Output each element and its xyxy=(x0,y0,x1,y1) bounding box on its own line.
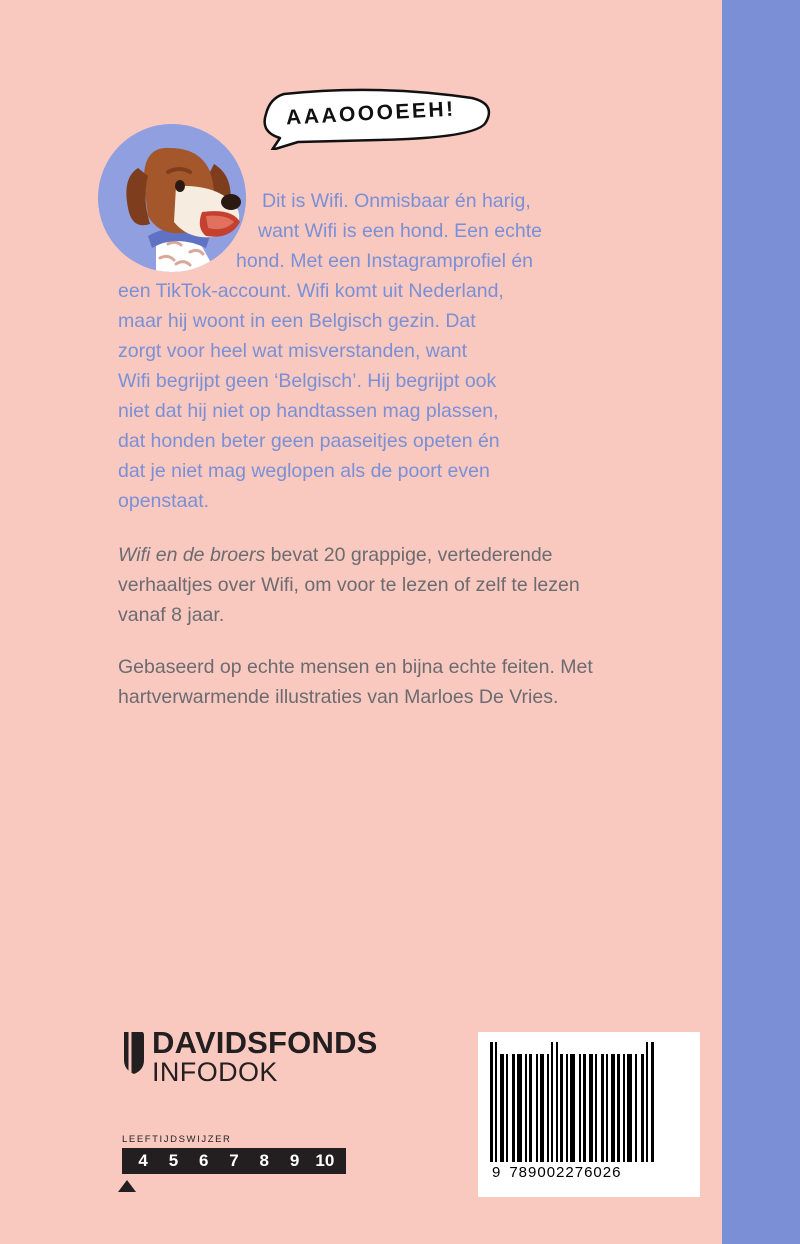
blurb-line: zorgt voor heel wat misverstanden, want xyxy=(118,340,468,362)
age-number: 4 xyxy=(138,1151,148,1170)
blurb-line: niet dat hij niet op handtassen mag plassen, xyxy=(118,400,499,422)
davidsfonds-mark-icon xyxy=(122,1030,146,1076)
barcode-lead-digit: 9 xyxy=(492,1164,502,1181)
book-title-italic: Wifi en de broers xyxy=(118,544,266,566)
publisher-name: DAVIDSFONDS xyxy=(152,1025,378,1060)
age-number: 7 xyxy=(229,1151,239,1170)
age-indicator-title: LEEFTIJDSWIJZER xyxy=(122,1134,232,1145)
blurb-line: openstaat. xyxy=(118,490,210,512)
blurb-paragraph xyxy=(118,186,596,516)
book-description-rest: bevat 20 grappige, vertederende verhaaltjes over Wifi, om voor te lezen of zelf te lezen vanaf 8 jaar. xyxy=(118,544,580,626)
illustrator-credit-paragraph: Gebaseerd op echte mensen en bijna echte feiten. Met hartverwarmende illustraties van Marloes De Vries. xyxy=(118,656,593,708)
barcode-bars xyxy=(490,1042,688,1162)
age-number: 9 xyxy=(289,1151,300,1170)
blurb-line: dat je niet mag weglopen als de poort even xyxy=(118,460,490,482)
barcode xyxy=(478,1032,700,1197)
blurb-line: want Wifi is een hond. Een echte xyxy=(258,220,542,242)
age-number: 6 xyxy=(198,1151,209,1170)
age-number: 10 xyxy=(315,1151,335,1170)
blurb-line: Wifi begrijpt geen ‘Belgisch’. Hij begrijpt ook xyxy=(118,370,497,392)
age-indicator-bar xyxy=(122,1148,346,1174)
blurb-line: hond. Met een Instagramprofiel én xyxy=(236,250,534,272)
barcode-digits: 789002276026 xyxy=(509,1164,622,1181)
book-description-paragraph xyxy=(118,540,598,630)
blurb-line: Dit is Wifi. Onmisbaar én harig, xyxy=(262,190,531,212)
blurb-line: een TikTok-account. Wifi komt uit Nederland, xyxy=(118,280,504,302)
speech-bubble xyxy=(258,88,498,150)
blurb-line: dat honden beter geen paaseitjes opeten én xyxy=(118,430,500,452)
publisher-logo xyxy=(122,1025,382,1090)
age-number-selected: 8 xyxy=(259,1151,269,1170)
barcode-number xyxy=(490,1164,688,1181)
age-indicator-pointer-icon xyxy=(118,1180,136,1192)
age-number: 5 xyxy=(168,1151,179,1170)
book-spine xyxy=(722,0,800,1244)
publisher-imprint: INFODOK xyxy=(152,1057,278,1087)
speech-bubble-text: AAAOOOEEH! xyxy=(285,97,457,130)
blurb-line: maar hij woont in een Belgisch gezin. Dat xyxy=(118,310,476,332)
age-indicator xyxy=(122,1134,346,1174)
